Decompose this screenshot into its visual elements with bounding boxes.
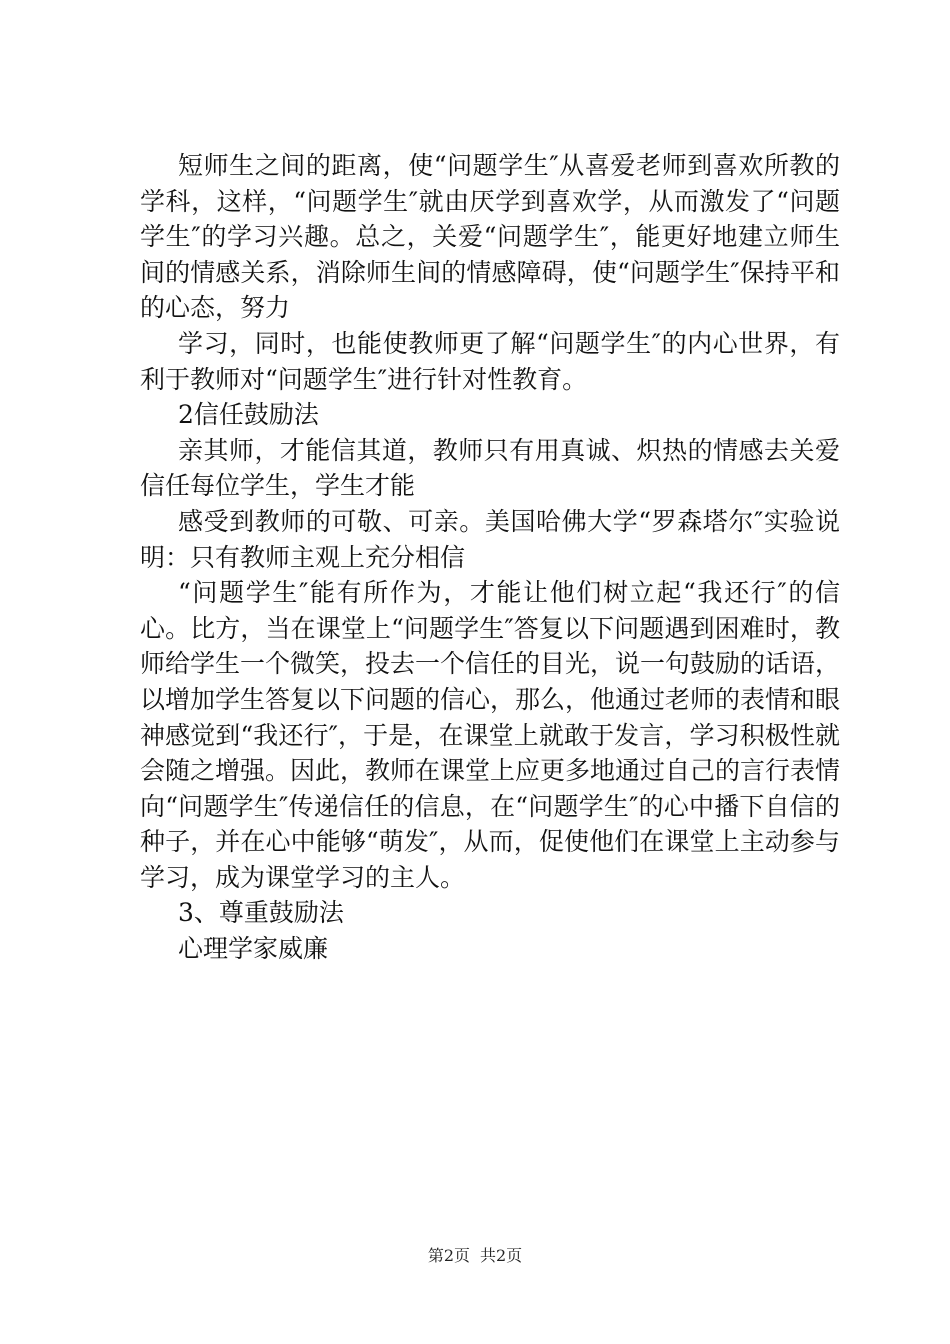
page-number: 第2页 — [427, 1246, 470, 1265]
paragraph-2: 学习，同时，也能使教师更了解“问题学生″的内心世界，有利于教师对“问题学生″进行针对性教育。 — [140, 328, 840, 394]
paragraph-6: 心理学家威廉 — [178, 934, 329, 964]
page-footer — [0, 1246, 950, 1266]
section-heading-trust-encouragement: 2信任鼓励法 — [178, 400, 319, 430]
page-total: 共2页 — [480, 1246, 523, 1265]
section-heading-respect-encouragement: 3、尊重鼓励法 — [178, 898, 344, 928]
paragraph-5: “问题学生″能有所作为，才能让他们树立起“我还行″的信心。比方，当在课堂上“问题学生″答复以下问题遇到困难时，教师给学生一个微笑，投去一个信任的目光，说一句鼓励的话语，以增加学生答复以下问题的信心，那么，他通过老师的表情和眼神感觉到“我还行″，于是，在课堂上就敢于发言，学习积极性就会随之增强。因此，教师在课堂上应更多地通过自己的言行表情向“问题学生″传递信任的信息，在“问题学生″的心中播下自信的种子，并在心中能够“萌发″，从而，促使他们在课堂上主动参与学习，成为课堂学习的主人。 — [140, 578, 841, 892]
paragraph-1: 短师生之间的距离，使“问题学生″从喜爱老师到喜欢所教的学科，这样，“问题学生″就由厌学到喜欢学，从而激发了“问题学生″的学习兴趣。总之，关爱“问题学生″，能更好地建立师生间的情感关系，消除师生间的情感障碍，使“问题学生″保持平和的心态，努力 — [140, 151, 840, 323]
paragraph-4: 感受到教师的可敬、可亲。美国哈佛大学“罗森塔尔″实验说明：只有教师主观上充分相信 — [140, 506, 840, 572]
document-body — [140, 148, 840, 967]
paragraph-3: 亲其师，才能信其道，教师只有用真诚、炽热的情感去关爱信任每位学生，学生才能 — [140, 435, 840, 501]
